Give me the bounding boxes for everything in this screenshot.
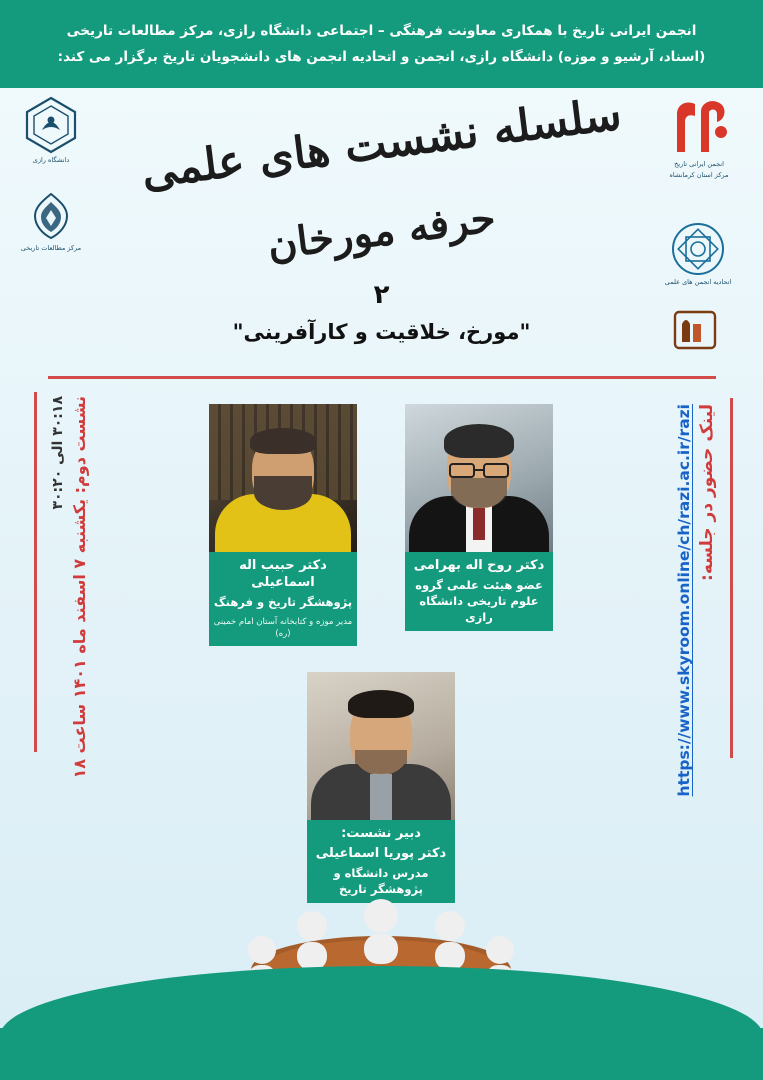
title-line-1: سلسله نشست های علمی [138,88,625,199]
logo-assoc-caption: انجمن ایرانی تاریخ [674,160,724,168]
logo-iranian-history-association [651,96,747,180]
portrait-illustration [209,404,357,552]
title-divider [48,376,716,379]
logo-document-center [14,190,88,253]
session-hours: ۳۰:۱۸ الی ۳۰:۲۰ [50,396,66,510]
title-block [0,88,763,300]
session-datetime: نشست دوم: یکشنبه ۷ اسفند ماه ۱۴۰۱ ساعت ۱۸ [70,396,89,779]
logo-razi-university [14,96,88,165]
speaker-name: دکتر حبیب اله اسماعیلی [209,552,357,594]
document-center-logo-icon [25,190,77,242]
secretary-label: دبیر نشست: [307,820,455,845]
secretary-photo [307,672,455,820]
logo-students-union [661,222,735,287]
title-line-2: حرفه مورخان [264,194,498,269]
speaker-name: دکتر روح اله بهرامی [405,552,553,577]
logo-union-caption: اتحادیه انجمن های علمی [664,278,732,286]
glasses-icon [444,460,514,480]
header-line-2: (اسناد، آرشیو و موزه) دانشگاه رازی، انجمن و اتحادیه انجمن های دانشجویان تاریخ برگزار می کند: [57,49,706,65]
poster-header [0,0,763,88]
secretary-role: مدرس دانشگاه و پژوهشگر تاریخ [307,865,455,903]
logo-razi-caption: دانشگاه رازی [32,156,70,164]
speaker-card-esmaili [209,404,357,646]
header-line-1: انجمن ایرانی تاریخ با همکاری معاونت فرهنگی – اجتماعی دانشگاه رازی، مرکز مطالعات تاریخی [66,23,697,39]
left-red-rule [34,392,37,752]
session-subtitle: "مورخ، خلاقیت و کارآفرینی" [232,320,531,344]
logo-assoc-caption2: مرکز استان کرمانشاه [669,171,729,179]
attend-link-label: لینک حضور در جلسه: [697,404,717,581]
portrait-illustration [307,672,455,820]
right-red-rule [730,398,733,758]
students-union-logo-icon [671,222,725,276]
secretary-card [307,672,455,903]
speaker-photo-esmaili [209,404,357,552]
session-number: ۲ [373,280,390,310]
speaker-photo-bahrami [405,404,553,552]
speaker-role: عضو هیئت علمی گروه علوم تاریخی دانشگاه رازی [405,577,553,631]
footer-band [0,1028,763,1080]
speaker-role: پژوهشگر تاریخ و فرهنگ [209,594,357,616]
portrait-illustration [405,404,553,552]
razi-university-logo-icon [22,96,80,154]
logo-docs-caption: مرکز مطالعات تاریخی [20,244,82,252]
attend-link-url[interactable]: https://www.skyroom.online/ch/razi.ac.ir/razi [675,404,693,797]
speaker-card-bahrami [405,404,553,631]
speaker-subrole: مدیر موزه و کتابخانه آستان امام خمینی (ره) [209,616,357,646]
secretary-name: دکتر پوریا اسماعیلی [307,845,455,865]
history-association-logo-icon [663,96,735,158]
